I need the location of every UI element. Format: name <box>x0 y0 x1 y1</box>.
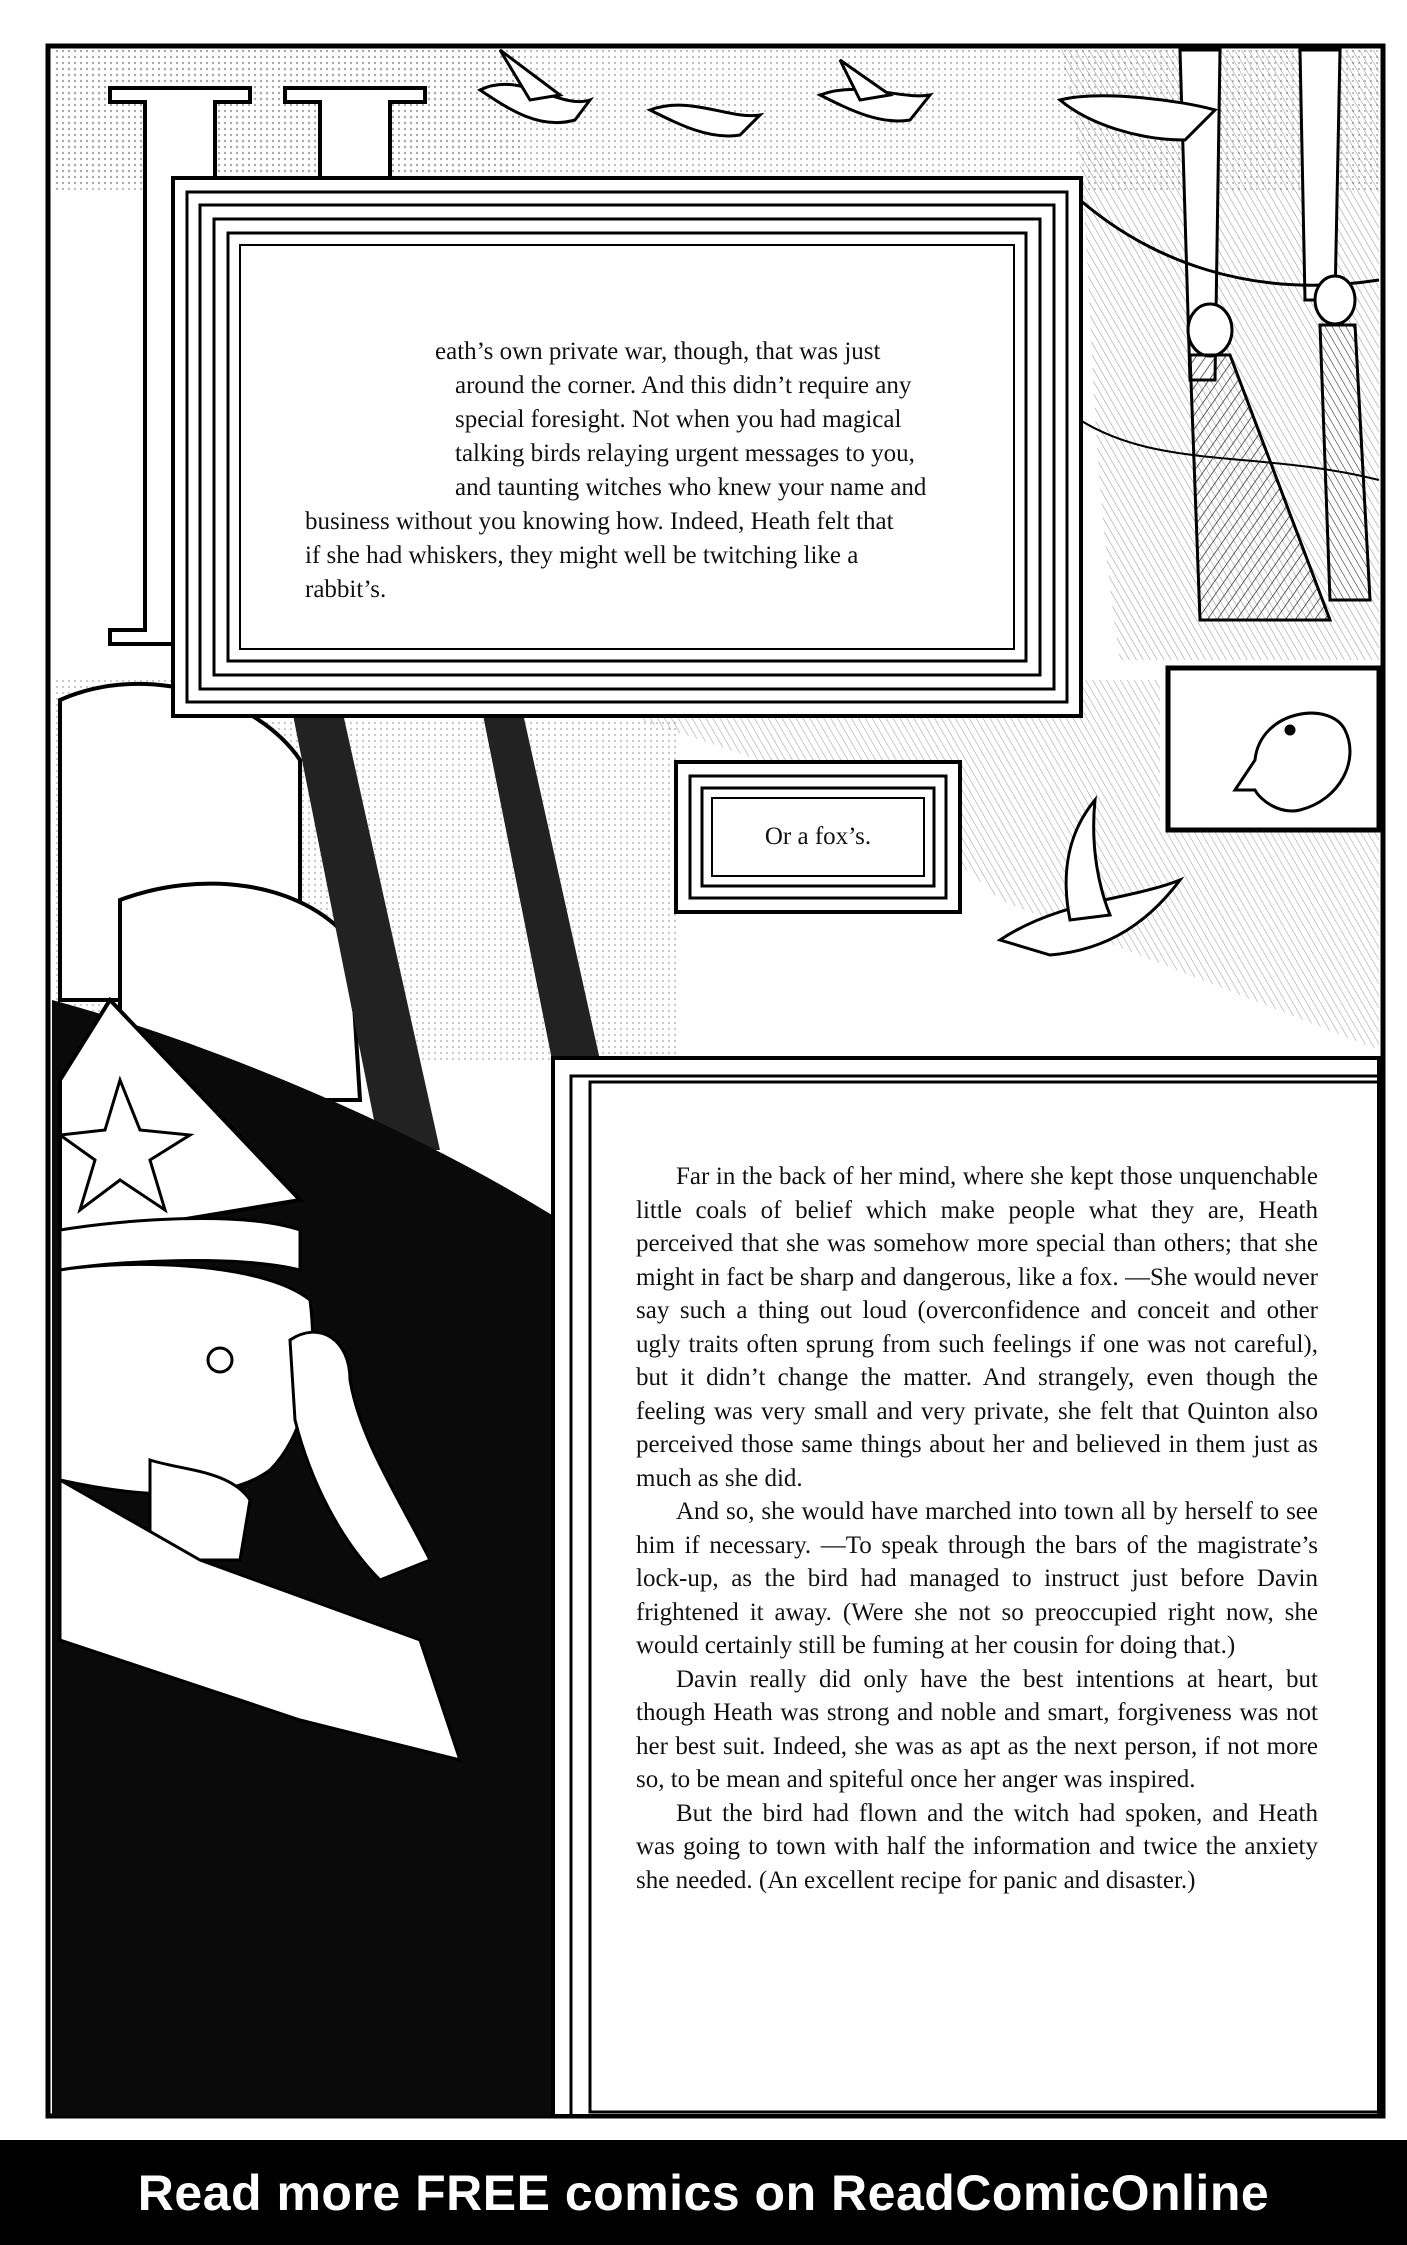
caption-top-line-6: business without you knowing how. Indeed, Heath felt that <box>305 508 894 535</box>
caption-top-line-3: special foresight. Not when you had magical <box>455 406 902 433</box>
caption-top-line-8: rabbit’s. <box>305 576 387 603</box>
caption-main-paragraph-1: Far in the back of her mind, where she kept those unquenchable little coals of belief which make people what they are, Heath perceived that she was somehow more special than others; that she might in fact be sharp and dangerous, like a fox. —She would never say such a thing out loud (overconfidence and conceit and other ugly traits often sprung from such feelings if one was not careful), but it didn’t change the matter. And strangely, even though the feeling was very small and very private, she felt that Quinton also perceived those same things about her and believed in them just as much as she did. <box>636 1163 1318 1492</box>
caption-top <box>305 335 970 635</box>
caption-main-paragraph-3: Davin really did only have the best intentions at heart, but though Heath was strong and noble and smart, forgiveness was not her best suit. Indeed, she was as apt as the next person, if not more so, to be mean and spiteful once her anger was inspired. <box>636 1665 1318 1793</box>
caption-top-line-7: if she had whiskers, they might well be twitching like a <box>305 542 859 569</box>
caption-main <box>636 1160 1318 2040</box>
caption-main-paragraph-4: But the bird had flown and the witch had spoken, and Heath was going to town with half the information and twice the anxiety she needed. (An excellent recipe for panic and disaster.) <box>636 1799 1318 1894</box>
caption-small <box>724 810 912 864</box>
caption-top-line-4: talking birds relaying urgent messages to you, <box>455 440 915 467</box>
caption-main-paragraph-2: And so, she would have marched into town all by herself to see him if necessary. —To speak through the bars of the magistrate’s lock-up, as the bird had managed to instruct just before Davin frightened it away. (Were she not so preoccupied right now, she would certainly still be fuming at her cousin for doing that.) <box>636 1498 1318 1659</box>
footer-banner[interactable] <box>0 2140 1407 2245</box>
caption-small-text: Or a fox’s. <box>764 823 872 851</box>
caption-top-line-2: around the corner. And this didn’t require any <box>455 372 912 399</box>
caption-top-line-1: eath’s own private war, though, that was just <box>435 338 881 365</box>
caption-top-line-5: and taunting witches who knew your name and <box>455 474 927 501</box>
footer-link-text[interactable]: Read more FREE comics on ReadComicOnline <box>137 2164 1270 2221</box>
